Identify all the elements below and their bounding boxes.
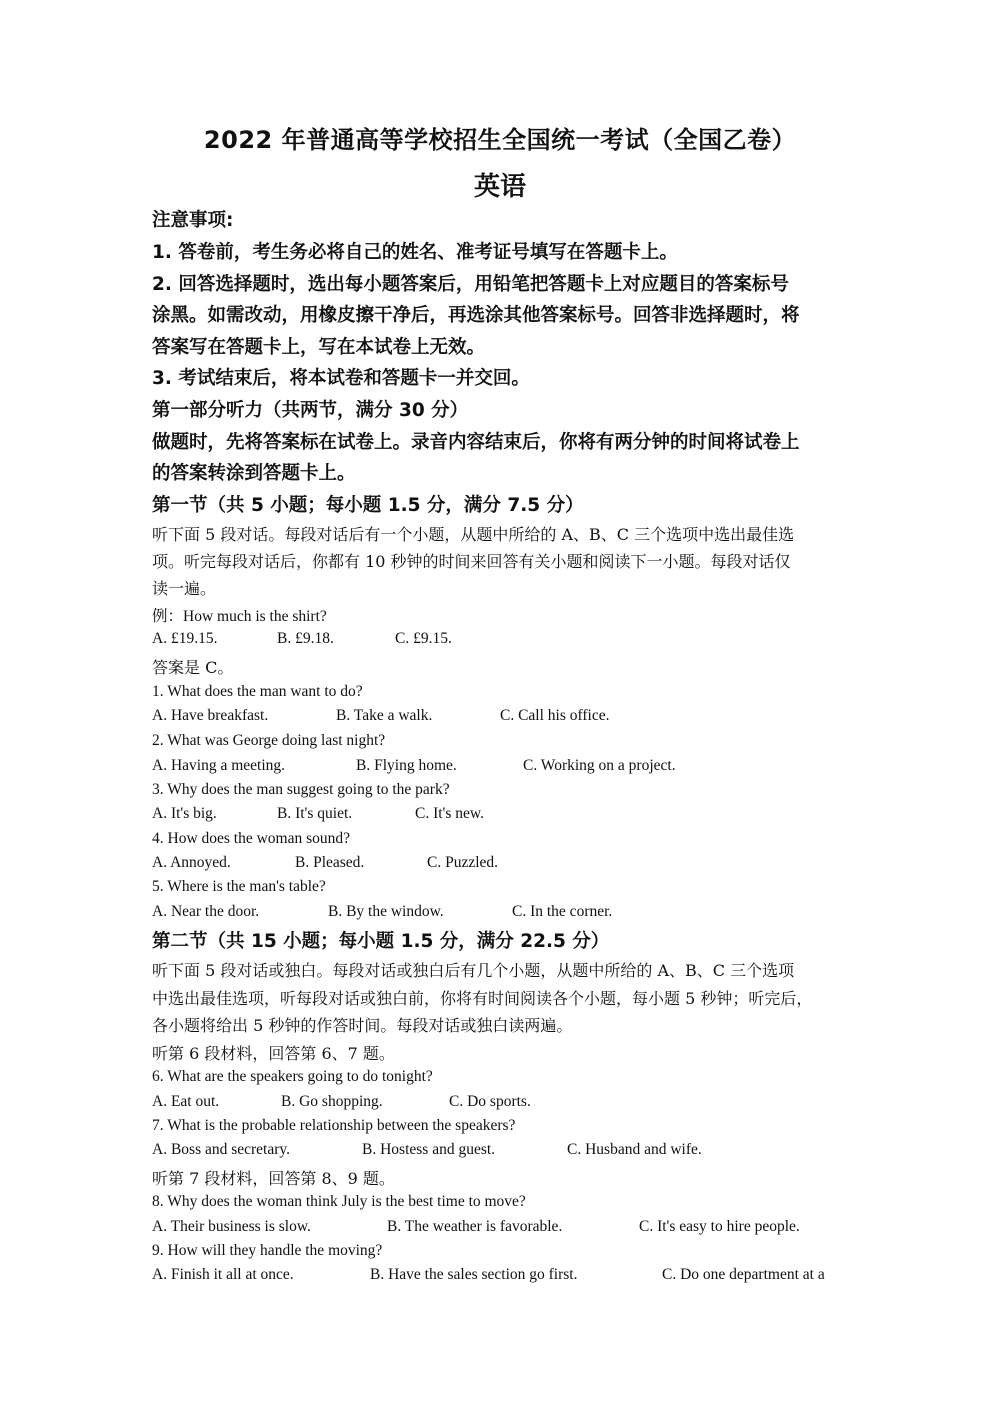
part1-instruction-line-1: 做题时，先将答案标在试卷上。录音内容结束后，你将有两分钟的时间将试卷上 [152, 432, 800, 453]
notice-item-1: 1. 答卷前，考生务必将自己的姓名、准考证号填写在答题卡上。 [152, 242, 678, 263]
example-option-c: C. £9.15. [395, 630, 452, 647]
question-4-option-a: A. Annoyed. [152, 854, 231, 871]
question-7-option-a: A. Boss and secretary. [152, 1141, 291, 1158]
question-9-stem: 9. How will they handle the moving? [152, 1242, 383, 1259]
question-8-option-b: B. The weather is favorable. [387, 1218, 563, 1235]
question-5-option-b: B. By the window. [328, 903, 444, 920]
notice-item-2-line-1: 2. 回答选择题时，选出每小题答案后，用铅笔把答题卡上对应题目的答案标号 [152, 274, 789, 295]
question-7-stem: 7. What is the probable relationship between the speakers? [152, 1117, 516, 1134]
section1-heading: 第一节（共 5 小题；每小题 1.5 分，满分 7.5 分） [152, 495, 584, 516]
example-option-a: A. £19.15. [152, 630, 218, 647]
question-6-stem: 6. What are the speakers going to do tonight? [152, 1068, 433, 1085]
question-8-option-a: A. Their business is slow. [152, 1218, 311, 1235]
section1-desc-line-3: 读一遍。 [152, 579, 217, 598]
section2-desc-line-1: 听下面 5 段对话或独白。每段对话或独白后有几个小题，从题中所给的 A、B、C 三个选项 [152, 961, 795, 980]
part1-instruction-line-2: 的答案转涂到答题卡上。 [152, 463, 356, 484]
question-6-option-c: C. Do sports. [449, 1093, 531, 1110]
part1-heading: 第一部分听力（共两节，满分 30 分） [152, 400, 469, 421]
section2-heading: 第二节（共 15 小题；每小题 1.5 分，满分 22.5 分） [152, 931, 610, 952]
exam-title: 2022 年普通高等学校招生全国统一考试（全国乙卷） [203, 126, 797, 154]
question-5-option-c: C. In the corner. [512, 903, 613, 920]
question-3-option-c: C. It's new. [415, 805, 484, 822]
notice-item-2-line-2: 涂黑。如需改动，用橡皮擦干净后，再选涂其他答案标号。回答非选择题时，将 [152, 305, 800, 326]
question-8-option-c: C. It's easy to hire people. [639, 1218, 800, 1235]
question-2-option-c: C. Working on a project. [523, 757, 676, 774]
question-3-option-a: A. It's big. [152, 805, 217, 822]
question-4-option-c: C. Puzzled. [427, 854, 499, 871]
question-2-option-b: B. Flying home. [356, 757, 457, 774]
question-2-stem: 2. What was George doing last night? [152, 732, 386, 749]
question-1-option-c: C. Call his office. [500, 707, 610, 724]
question-8-stem: 8. Why does the woman think July is the best time to move? [152, 1193, 526, 1210]
example-option-b: B. £9.18. [277, 630, 334, 647]
question-3-option-b: B. It's quiet. [277, 805, 353, 822]
question-1-option-b: B. Take a walk. [336, 707, 433, 724]
section1-desc-line-1: 听下面 5 段对话。每段对话后有一个小题，从题中所给的 A、B、C 三个选项中选出最佳选 [152, 525, 795, 544]
section1-desc-line-2: 项。听完每段对话后，你都有 10 秒钟的时间来回答有关小题和阅读下一小题。每段对话仅 [152, 552, 791, 571]
example-question: 例：How much is the shirt? [152, 608, 327, 625]
question-1-option-a: A. Have breakfast. [152, 707, 269, 724]
notice-item-2-line-3: 答案写在答题卡上，写在本试卷上无效。 [152, 337, 486, 358]
question-5-option-a: A. Near the door. [152, 903, 260, 920]
question-7-option-c: C. Husband and wife. [567, 1141, 702, 1158]
question-4-option-b: B. Pleased. [295, 854, 365, 871]
notice-item-3: 3. 考试结束后，将本试卷和答题卡一并交回。 [152, 368, 530, 389]
material-6-instruction: 听第 6 段材料，回答第 6、7 题。 [152, 1044, 395, 1063]
question-9-option-c: C. Do one department at a [662, 1266, 825, 1283]
material-7-instruction: 听第 7 段材料，回答第 8、9 题。 [152, 1169, 395, 1188]
example-answer: 答案是 C。 [152, 658, 234, 677]
question-5-stem: 5. Where is the man's table? [152, 878, 326, 895]
question-3-stem: 3. Why does the man suggest going to the park? [152, 781, 450, 798]
question-9-option-a: A. Finish it all at once. [152, 1266, 294, 1283]
section2-desc-line-3: 各小题将给出 5 秒钟的作答时间。每段对话或独白读两遍。 [152, 1016, 573, 1035]
question-9-option-b: B. Have the sales section go first. [370, 1266, 578, 1283]
notice-heading: 注意事项: [152, 210, 234, 231]
question-2-option-a: A. Having a meeting. [152, 757, 286, 774]
question-7-option-b: B. Hostess and guest. [362, 1141, 496, 1158]
question-6-option-b: B. Go shopping. [281, 1093, 383, 1110]
subject-title: 英语 [473, 172, 526, 202]
question-1-stem: 1. What does the man want to do? [152, 683, 363, 700]
section2-desc-line-2: 中选出最佳选项，听每段对话或独白前，你将有时间阅读各个小题，每小题 5 秒钟；听完后， [152, 989, 813, 1008]
question-4-stem: 4. How does the woman sound? [152, 830, 351, 847]
question-6-option-a: A. Eat out. [152, 1093, 220, 1110]
